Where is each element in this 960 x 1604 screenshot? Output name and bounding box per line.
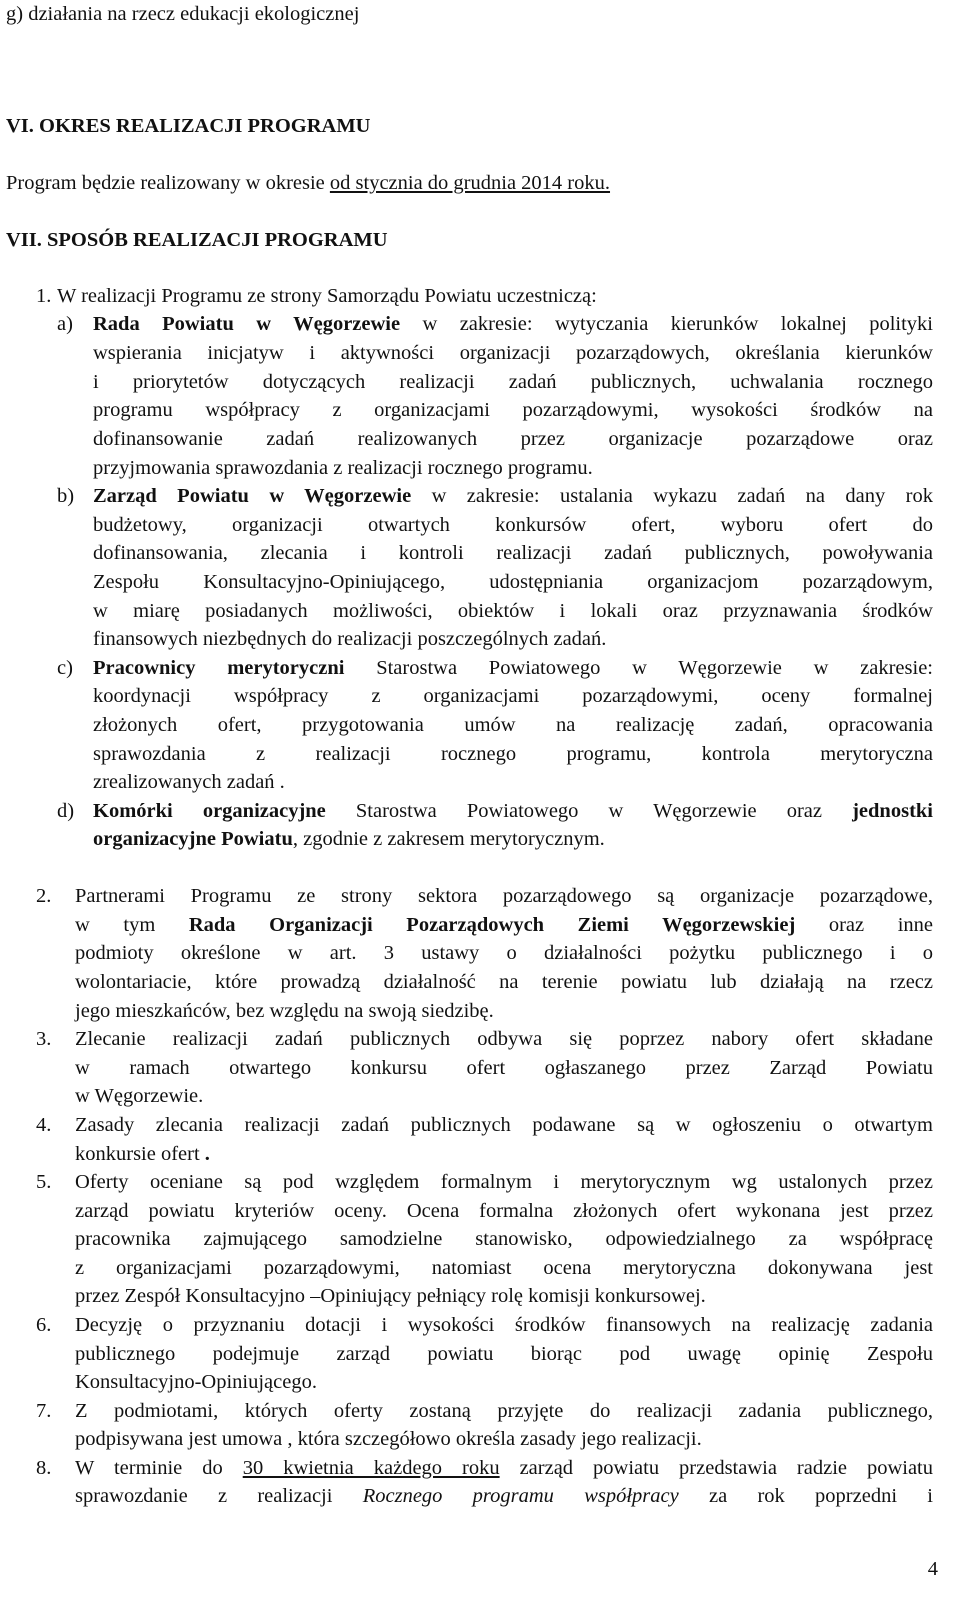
subitem-a-line: wspierania inicjatyw i aktywności organizacji pozarządowych, określania kierunków xyxy=(93,342,933,364)
section-vi-text: Program będzie realizowany w okresie od stycznia do grudnia 2014 roku. xyxy=(6,172,611,194)
subitem-b-line: budżetowy, organizacji otwartych konkursów ofert, wyboru ofert do xyxy=(93,514,933,536)
page-number: 4 xyxy=(927,1558,938,1580)
section-heading-vi: VI. OKRES REALIZACJI PROGRAMU xyxy=(6,115,371,137)
subitem-b-line: finansowych niezbędnych do realizacji poszczególnych zadań. xyxy=(93,628,607,650)
item-3-line: Zlecanie realizacji zadań publicznych odbywa się poprzez nabory ofert składane xyxy=(75,1028,933,1050)
deadline-underlined: 30 kwietnia każdego roku xyxy=(242,1457,500,1479)
subitem-a-line: dofinansowanie zadań realizowanych przez organizacje pozarządowe oraz xyxy=(93,428,933,450)
subitem-b-line: w miarę posiadanych możliwości, obiektów i lokali oraz przyznawania środków xyxy=(93,600,933,622)
item-7-line: podpisywana jest umowa , która szczegółowo określa zasady jego realizacji. xyxy=(75,1428,702,1450)
subitem-a-label: a) xyxy=(57,313,73,335)
subitem-c-line: złożonych ofert, przygotowania umów na realizację zadań, opracowania xyxy=(93,714,933,736)
section-heading-vii: VII. SPOSÓB REALIZACJI PROGRAMU xyxy=(6,229,388,251)
subitem-c-line: sprawozdania z realizacji rocznego programu, kontrola merytoryczna xyxy=(93,743,933,765)
item-5-line: z organizacjami pozarządowymi, natomiast ocena merytoryczna dokonywana jest xyxy=(75,1257,933,1279)
period-underlined: od stycznia do grudnia 2014 roku. xyxy=(329,172,611,194)
subitem-c-line: Pracownicy merytoryczni Starostwa Powiatowego w Węgorzewie w zakresie: xyxy=(93,657,934,679)
item-5-line: Oferty oceniane są pod względem formalnym i merytorycznym wg ustalonych przez xyxy=(75,1171,933,1193)
item-5-line: zarząd powiatu kryteriów oceny. Ocena formalna złożonych ofert wykonana jest przez xyxy=(75,1200,933,1222)
item-2-number: 2. xyxy=(36,885,52,907)
subitem-a-line: i priorytetów dotyczących realizacji zadań publicznych, uchwalania rocznego xyxy=(93,371,933,393)
program-title-italic: Rocznego programu współpracy xyxy=(362,1485,679,1507)
subitem-c-line: zrealizowanych zadań . xyxy=(93,771,285,793)
item-3-number: 3. xyxy=(36,1028,52,1050)
item-5-line: przez Zespół Konsultacyjno –Opiniujący pełniący rolę komisji konkursowej. xyxy=(75,1285,706,1307)
item-6-line: publicznego podejmuje zarząd powiatu biorąc pod uwagę opinię Zespołu xyxy=(75,1343,933,1365)
item-4-line: konkursie ofert . xyxy=(75,1143,210,1165)
subitem-c-label: c) xyxy=(57,657,73,679)
item-4-number: 4. xyxy=(36,1114,52,1136)
item-8-line: sprawozdanie z realizacji Rocznego programu współpracy za rok poprzedni i xyxy=(75,1485,933,1507)
item-8-line: W terminie do 30 kwietnia każdego roku zarząd powiatu przedstawia radzie powiatu xyxy=(75,1457,933,1479)
item-7-line: Z podmiotami, których oferty zostaną przyjęte do realizacji zadania publicznego, xyxy=(75,1400,933,1422)
item-4-line: Zasady zlecania realizacji zadań publicznych podawane są w ogłoszeniu o otwartym xyxy=(75,1114,933,1136)
list-item-g: g) działania na rzecz edukacji ekologicznej xyxy=(6,3,360,25)
item-3-line: w ramach otwartego konkursu ofert ogłaszanego przez Zarząd Powiatu xyxy=(75,1057,933,1079)
subitem-d-line: Komórki organizacyjne Starostwa Powiatowego w Węgorzewie oraz jednostki xyxy=(93,800,933,822)
item-1-intro: W realizacji Programu ze strony Samorządu Powiatu uczestniczą: xyxy=(57,285,597,307)
item-6-line: Konsultacyjno-Opiniującego. xyxy=(75,1371,317,1393)
subitem-b-line: Zarząd Powiatu w Węgorzewie w zakresie: ustalania wykazu zadań na dany rok xyxy=(93,485,933,507)
item-8-number: 8. xyxy=(36,1457,52,1479)
item-5-number: 5. xyxy=(36,1171,52,1193)
item-2-line: jego mieszkańców, bez względu na swoją siedzibę. xyxy=(75,1000,494,1022)
subitem-a-line: programu współpracy z organizacjami pozarządowymi, wysokości środków na xyxy=(93,399,933,421)
subitem-d-label: d) xyxy=(57,800,75,822)
item-2-line: Partnerami Programu ze strony sektora pozarządowego są organizacje pozarządowe, xyxy=(75,885,933,907)
subitem-a-line: Rada Powiatu w Węgorzewie w zakresie: wytyczania kierunków lokalnej polityki xyxy=(93,313,933,335)
subitem-c-line: koordynacji współpracy z organizacjami pozarządowymi, oceny formalnej xyxy=(93,685,933,707)
item-1-number: 1. xyxy=(36,285,52,307)
item-3-line: w Węgorzewie. xyxy=(75,1085,204,1107)
item-2-line: w tym Rada Organizacji Pozarządowych Ziemi Węgorzewskiej oraz inne xyxy=(75,914,933,936)
item-2-line: wolontariacie, które prowadzą działalność na terenie powiatu lub działają na rzecz xyxy=(75,971,933,993)
item-2-line: podmioty określone w art. 3 ustawy o działalności pożytku publicznego i o xyxy=(75,942,933,964)
item-7-number: 7. xyxy=(36,1400,52,1422)
item-6-line: Decyzję o przyznaniu dotacji i wysokości środków finansowych na realizację zadania xyxy=(75,1314,933,1336)
subitem-a-line: przyjmowania sprawozdania z realizacji rocznego programu. xyxy=(93,457,593,479)
item-6-number: 6. xyxy=(36,1314,52,1336)
subitem-b-line: Zespołu Konsultacyjno-Opiniującego, udostępniania organizacjom pozarządowym, xyxy=(93,571,933,593)
subitem-d-line: organizacyjne Powiatu, zgodnie z zakresem merytorycznym. xyxy=(93,828,605,850)
subitem-b-line: dofinansowania, zlecania i kontroli realizacji zadań publicznych, powoływania xyxy=(93,542,933,564)
item-5-line: pracownika zajmującego samodzielne stanowisko, odpowiedzialnego za współpracę xyxy=(75,1228,933,1250)
subitem-b-label: b) xyxy=(57,485,75,507)
